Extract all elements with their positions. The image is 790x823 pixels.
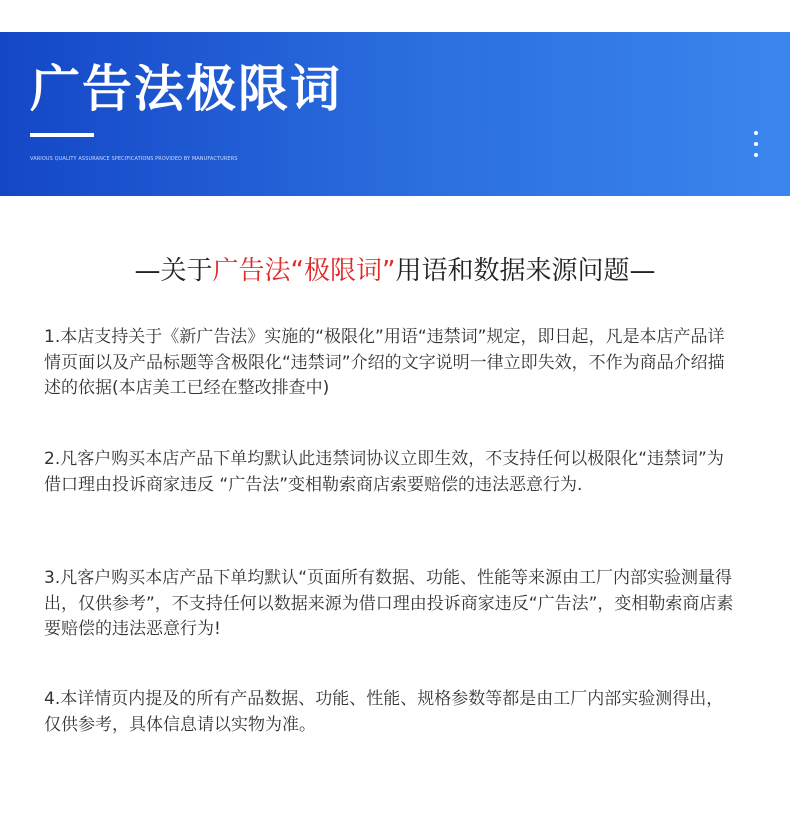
heading-suffix: 用语和数据来源问题— [395,256,656,286]
more-vertical-icon[interactable] [749,129,763,159]
policy-paragraph-2: 2.凡客户购买本店产品下单均默认此违禁词协议立即生效，不支持任何以极限化“违禁词”为借口理由投诉商家违反 “广告法”变相勒索商店索要赔偿的违法恶意行为. [44,449,724,495]
heading-prefix: —关于 [134,256,213,286]
policy-paragraph-3: 3.凡客户购买本店产品下单均默认“页面所有数据、功能、性能等来源由工厂内部实验测量得出，仅供参考”，不支持任何以数据来源为借口理由投诉商家违反“广告法”，变相勒索商店素要赔偿的违法恶意行为! [44,568,734,639]
policy-paragraph-4: 4.本详情页内提及的所有产品数据、功能、性能、规格参数等都是由工厂内部实验测得出，仅供参考，具体信息请以实物为准。 [44,689,724,735]
header-banner [0,32,790,196]
title-underline [30,133,94,137]
policy-paragraph-1: 1.本店支持关于《新广告法》实施的“极限化”用语“违禁词”规定，即日起，凡是本店产品详情页面以及产品标题等含极限化“违禁词”介绍的文字说明一律立即失效，不作为商品介绍描述的依据(本店美工已经在整改排查中) [44,327,725,398]
page-title: 广告法极限词 [30,60,342,118]
heading-highlight: 广告法“极限词” [212,256,396,286]
banner-subtitle: VARIOUS QUALITY ASSURANCE SPECIFICATIONS PROVIDED BY MANUFACTURERS [30,156,238,162]
section-heading [0,251,790,291]
